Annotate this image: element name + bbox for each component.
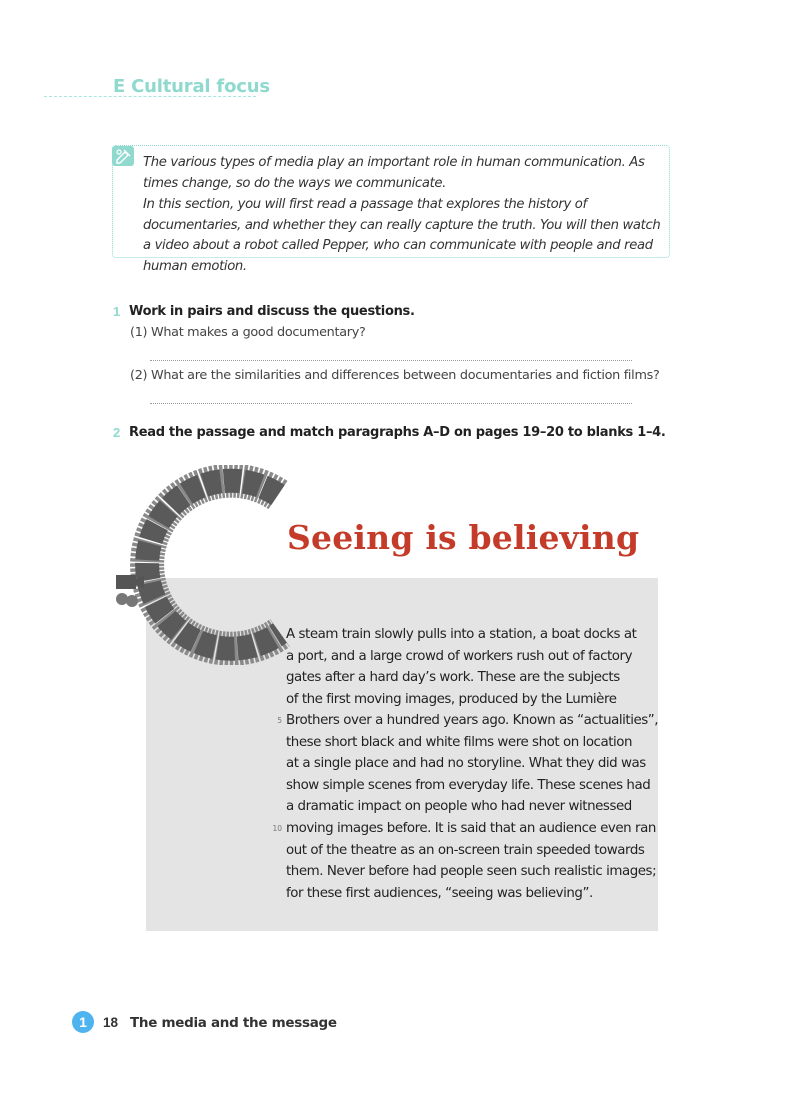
intro-paragraph-1: The various types of media play an important role in human communication. As times change, so do the ways we communicate.	[143, 155, 645, 191]
passage-line: gates after a hard day’s work. These are the subjects	[286, 670, 620, 685]
passage-line: moving images before. It is said that an audience even ran	[286, 821, 656, 836]
pencil-note-icon	[112, 146, 134, 166]
answer-line-1[interactable]	[150, 360, 632, 361]
page-number: 18	[103, 1015, 119, 1030]
passage-line: at a single place and had no storyline. What they did was	[286, 756, 646, 771]
line-number: 10	[272, 824, 282, 833]
question-1: (1) What makes a good documentary?	[130, 325, 366, 340]
unit-title: The media and the message	[130, 1015, 337, 1031]
passage-line: them. Never before had people seen such realistic images;	[286, 864, 657, 879]
passage-line: A steam train slowly pulls into a station, a boat docks at	[286, 627, 637, 642]
passage-line: out of the theatre as an on-screen train speeded towards	[286, 843, 645, 858]
passage-line: a dramatic impact on people who had never witnessed	[286, 799, 632, 814]
film-reel-illustration	[100, 465, 310, 665]
unit-number-badge: 1	[72, 1011, 94, 1033]
task-number-1: 1	[113, 304, 121, 319]
passage-line: show simple scenes from everyday life. These scenes had	[286, 778, 651, 793]
passage-line: Brothers over a hundred years ago. Known as “actualities”,	[286, 713, 659, 728]
passage-line: for these first audiences, “seeing was believing”.	[286, 886, 593, 901]
passage-line: of the first moving images, produced by the Lumière	[286, 692, 617, 707]
task-instruction-1: Work in pairs and discuss the questions.	[129, 304, 415, 319]
line-number: 5	[277, 716, 282, 725]
section-divider	[44, 96, 256, 97]
passage-title: Seeing is believing	[287, 518, 640, 557]
answer-line-2[interactable]	[150, 403, 632, 404]
passage-line: these short black and white films were shot on location	[286, 735, 633, 750]
task-instruction-2: Read the passage and match paragraphs A–D on pages 19–20 to blanks 1–4.	[129, 425, 666, 440]
question-2: (2) What are the similarities and differences between documentaries and fiction films?	[130, 368, 660, 383]
task-number-2: 2	[113, 425, 121, 440]
section-title: E Cultural focus	[113, 76, 270, 97]
passage-line: a port, and a large crowd of workers rush out of factory	[286, 649, 633, 664]
intro-paragraph-2: In this section, you will first read a passage that explores the history of documentaries, and whether they can really capture the truth. You will then watch a video about a robot called Pepper, who can communicate with people and read human emotion.	[143, 197, 661, 274]
